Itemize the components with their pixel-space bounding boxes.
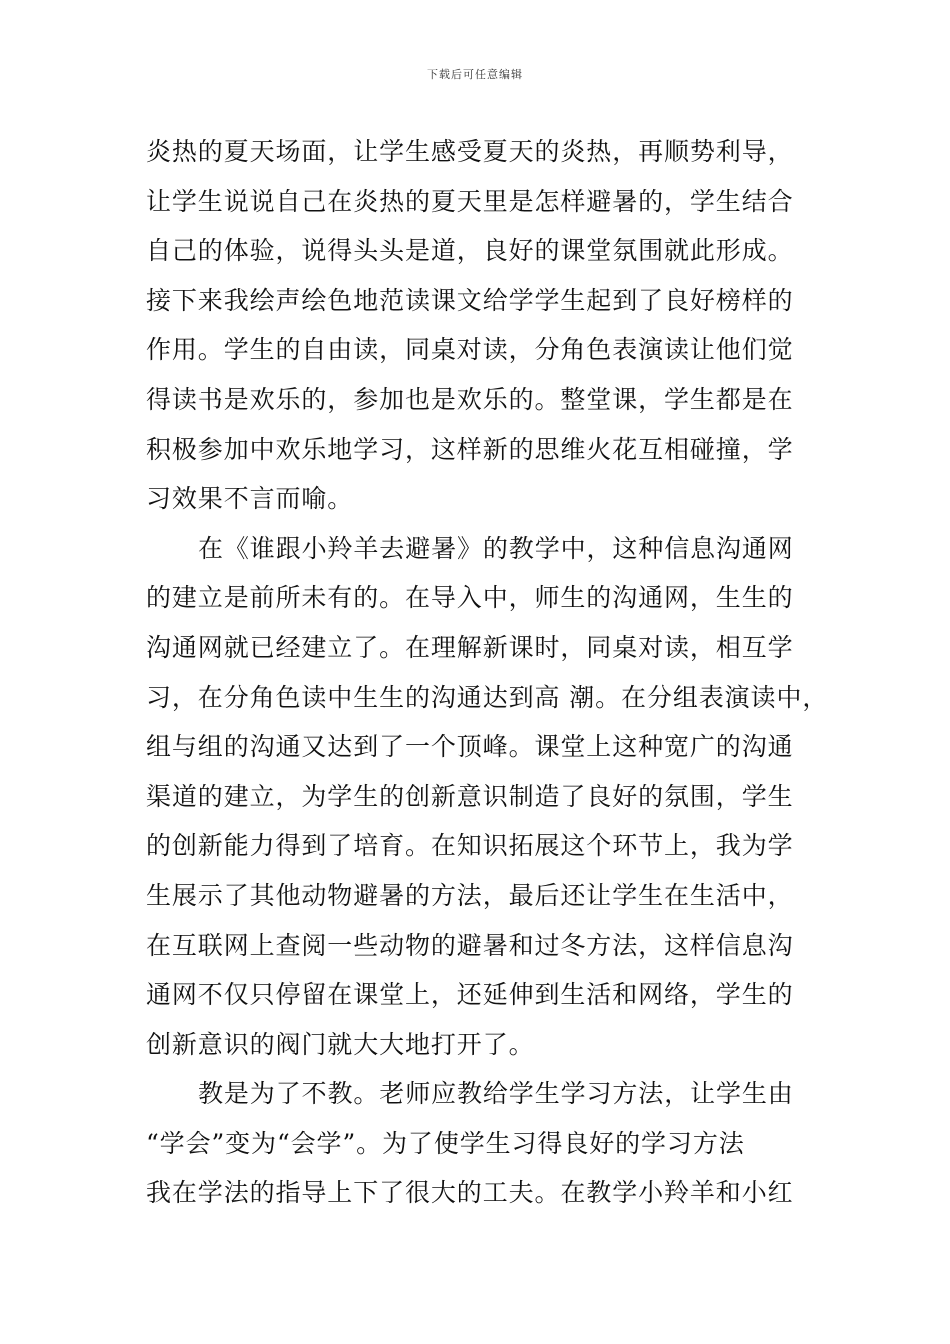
document-body bbox=[146, 127, 836, 1218]
text-line: 的创新能力得到了培育。在知识拓展这个环节上，我为学 bbox=[146, 831, 794, 861]
text-line: 渠道的建立，为学生的创新意识制造了良好的氛围，学生 bbox=[146, 781, 794, 811]
text-line: 的建立是前所未有的。在导入中，师生的沟通网，生生的 bbox=[146, 583, 794, 613]
text-line: “学会”变为“会学”。为了使学生习得良好的学习方法 bbox=[146, 1128, 745, 1158]
text-line: 组与组的沟通又达到了一个顶峰。课堂上这种宽广的沟通 bbox=[146, 732, 794, 762]
paragraph-start-line: 教是为了不教。老师应教给学生学习方法，让学生由 bbox=[198, 1079, 794, 1109]
text-line: 作用。学生的自由读，同桌对读，分角色表演读让他们觉 bbox=[146, 335, 794, 365]
text-line: 习效果不言而喻。 bbox=[146, 484, 354, 514]
text-line: 得读书是欢乐的，参加也是欢乐的。整堂课，学生都是在 bbox=[146, 384, 794, 414]
text-line: 沟通网就已经建立了。在理解新课时，同桌对读，相互学 bbox=[146, 632, 794, 662]
text-line: 自己的体验，说得头头是道，良好的课堂氛围就此形成。 bbox=[146, 236, 794, 266]
text-line: 接下来我绘声绘色地范读课文给学学生起到了良好榜样的 bbox=[146, 285, 794, 315]
text-line: 让学生说说自己在炎热的夏天里是怎样避暑的，学生结合 bbox=[146, 186, 794, 216]
text-line: 创新意识的阀门就大大地打开了。 bbox=[146, 1029, 535, 1059]
text-line: 生展示了其他动物避暑的方法，最后还让学生在生活中， bbox=[146, 880, 794, 910]
paragraph-start-line: 在《谁跟小羚羊去避暑》的教学中，这种信息沟通网 bbox=[198, 533, 794, 563]
text-line: 习，在分角色读中生生的沟通达到高 潮。在分组表演读中， bbox=[146, 682, 829, 712]
page-header-note: 下载后可任意编辑 bbox=[427, 68, 523, 81]
text-line: 我在学法的指导上下了很大的工夫。在教学小羚羊和小红 bbox=[146, 1178, 794, 1208]
text-line: 积极参加中欢乐地学习，这样新的思维火花互相碰撞，学 bbox=[146, 434, 794, 464]
text-line: 炎热的夏天场面，让学生感受夏天的炎热，再顺势利导， bbox=[146, 137, 794, 166]
text-line: 在互联网上查阅一些动物的避暑和过冬方法，这样信息沟 bbox=[146, 930, 794, 960]
text-line: 通网不仅只停留在课堂上，还延伸到生活和网络，学生的 bbox=[146, 980, 794, 1010]
